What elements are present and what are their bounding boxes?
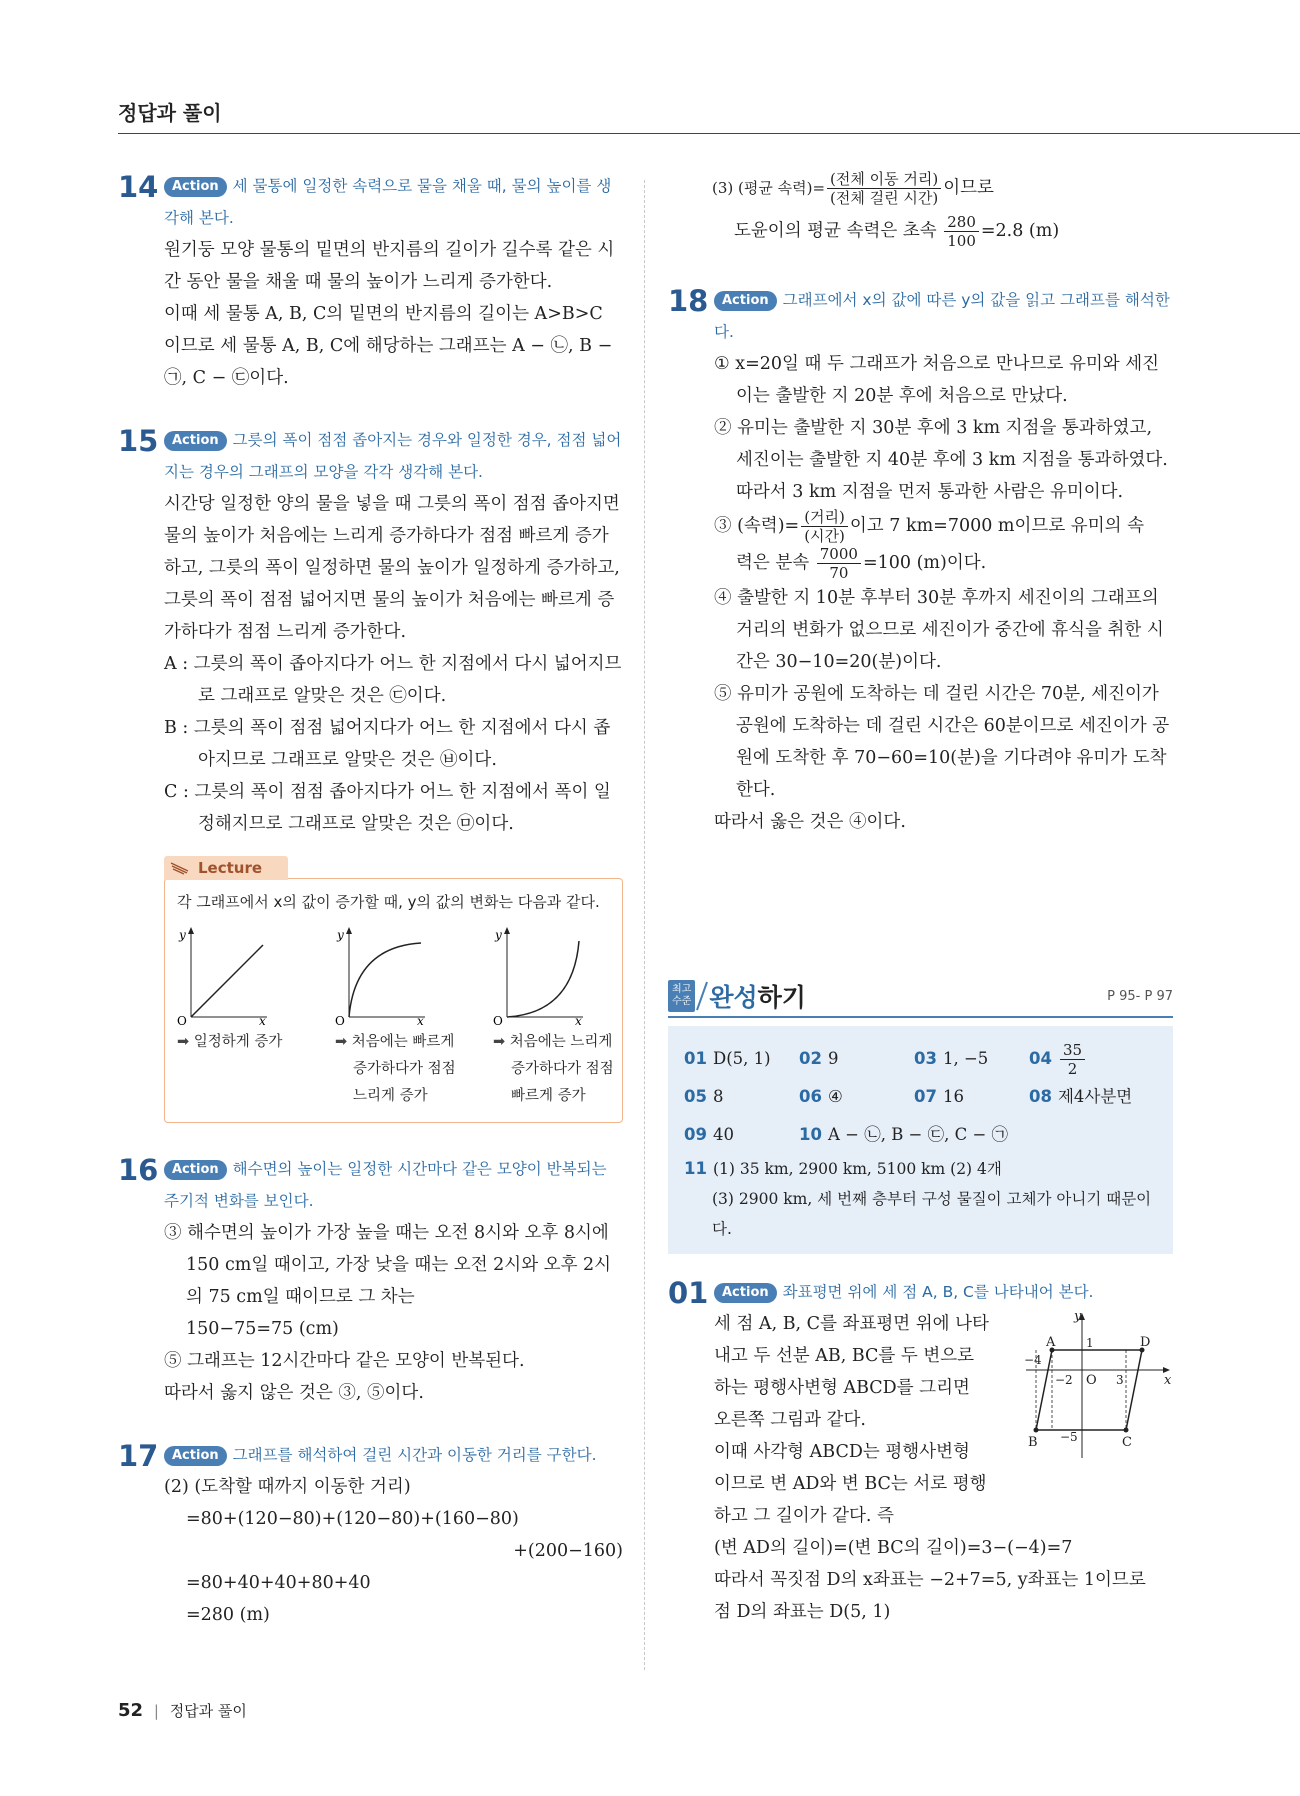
- pencil-icon: [170, 861, 192, 875]
- problem-number: 16: [118, 1153, 159, 1187]
- graph-concave-up: [493, 925, 631, 1110]
- point-d-label: D: [1140, 1335, 1151, 1350]
- tick-minus-5: −5: [1060, 1430, 1078, 1444]
- solution-item-b: B : 그릇의 폭이 점점 넓어지다가 어느 한 지점에서 다시 좁아지므로 그래프로 알맞은 것은 ㉥이다.: [164, 718, 611, 770]
- solution-text: 도윤이의 평균 속력은 초속 $\frac{280}{100}$ =2.8 (m): [734, 213, 1060, 250]
- solution-text: +(200−160): [513, 1541, 623, 1561]
- axis-x-label: x: [259, 1014, 266, 1025]
- action-text: 해수면의 높이는 일정한 시간마다 같은 모양이 반복되는 주기적 변화를 보인다.: [164, 1160, 607, 1210]
- lecture-text: 각 그래프에서 x의 값이 증가할 때, y의 값의 변화는 다음과 같다.: [177, 893, 600, 911]
- action-text: 그래프를 해석하여 걸린 시간과 이동한 거리를 구한다.: [232, 1446, 597, 1464]
- fraction: $\frac{\text{(전체 이동 거리)}}{\text{(전체 걸린 시간)}}$: [827, 170, 941, 207]
- answer-box: [668, 1026, 1173, 1254]
- action-badge: Action: [164, 431, 227, 451]
- level-title: 완성하기: [709, 983, 806, 1012]
- action-hint: [714, 284, 1173, 348]
- solution-text: 하고 그 길이가 같다. 즉: [714, 1506, 894, 1526]
- solution-text: 이때 사각형 ABCD는 평행사변형: [714, 1442, 970, 1462]
- origin-label: O: [335, 1014, 345, 1025]
- solution-text: 오른쪽 그림과 같다.: [714, 1410, 866, 1430]
- solution-text: 이때 세 물통 A, B, C의 밑면의 반지름의 길이는 A>B>C 이므로 세 물통 A, B, C에 해당하는 그래프는 A − ㉡, B − ㉠, C − ㉢이다.: [164, 304, 613, 388]
- answer-row: 05 8 06 ④ 07 16 08 제4사분면: [684, 1087, 1133, 1106]
- graph-linear: [177, 925, 315, 1110]
- solution-item-a: A : 그릇의 폭이 좁아지다가 어느 한 지점에서 다시 넓어지므로 그래프로 알맞은 것은 ㉢이다.: [164, 654, 622, 706]
- tick-3: 3: [1116, 1373, 1124, 1387]
- solution-text: 세 점 A, B, C를 좌표평면 위에 나타: [714, 1314, 989, 1334]
- linear-graph: [177, 925, 315, 1025]
- fraction: $\frac{35}{2}$: [1060, 1041, 1085, 1078]
- caption: ➡ 처음에는 느리게 증가하다가 점점 빠르게 증가: [493, 1034, 614, 1104]
- page-footer: 52 | 정답과 풀이: [118, 1700, 247, 1721]
- lecture-label: Lecture: [198, 859, 263, 877]
- solution-text: =80+(120−80)+(120−80)+(160−80): [186, 1509, 519, 1529]
- left-column: [118, 170, 623, 1661]
- right-column: [668, 170, 1173, 1658]
- action-hint: [164, 424, 623, 488]
- slash-icon: [695, 980, 709, 1012]
- arrow-right-icon: ➡: [493, 1034, 506, 1050]
- solution-item: ① x=20일 때 두 그래프가 처음으로 만나므로 유미와 세진이는 출발한 지 20분 후에 처음으로 만났다.: [714, 354, 1160, 406]
- answer-11-3: (3) 2900 km, 세 번째 층부터 구성 물질이 고체가 아니기 때문이다.: [712, 1190, 1152, 1238]
- tick-minus-4: −4: [1024, 1353, 1042, 1367]
- solution-item: ⑤ 유미가 공원에 도착하는 데 걸린 시간은 70분, 세진이가 공원에 도착하는 데 걸린 시간은 60분이므로 세진이가 공원에 도착한 후 70−60=10(분)을 기다려야 유미가 도착한다.: [714, 684, 1170, 800]
- problem-18: [668, 284, 1173, 838]
- solution-item-c: C : 그릇의 폭이 점점 좁아지다가 어느 한 지점에서 폭이 일정해지므로 그래프로 알맞은 것은 ㉤이다.: [164, 782, 611, 834]
- solution-text: 시간당 일정한 양의 물을 넣을 때 그릇의 폭이 점점 좁아지면 물의 높이가 처음에는 느리게 증가하다가 점점 빠르게 증가하고, 그릇의 폭이 일정하면 물의 높이가 일정하게 증가하고, 그릇의 폭이 점점 넓어지면 물의 높이가 처음에는 빠르게 증가하다가 점점 느리게 증가한다.: [164, 494, 620, 642]
- tick-1: 1: [1086, 1336, 1094, 1350]
- point-a-label: A: [1046, 1335, 1056, 1350]
- graph-concave-down: [335, 925, 473, 1110]
- problem-number: 17: [118, 1439, 159, 1473]
- solution-item: ④ 출발한 지 10분 후부터 30분 후까지 세진이의 그래프의 거리의 변화가 없으므로 세진이가 중간에 휴식을 취한 시간은 30−10=20(분)이다.: [714, 588, 1164, 672]
- solution-with-figure: [714, 1308, 1173, 1532]
- solution-text: 하는 평행사변형 ABCD를 그리면: [714, 1378, 970, 1398]
- axis-y-label: y: [1074, 1310, 1082, 1324]
- point-c-label: C: [1122, 1435, 1132, 1450]
- level-section: [668, 978, 1173, 1254]
- axis-y-label: y: [179, 928, 186, 942]
- action-text: 그릇의 폭이 점점 좁아지는 경우와 일정한 경우, 점점 넓어지는 경우의 그래프의 모양을 각각 생각해 본다.: [164, 431, 622, 481]
- answer-row: 01 D(5, 1) 02 9 03 1, −5 04 $\frac{35}{2}$: [684, 1040, 1157, 1078]
- solution-item: ② 유미는 출발한 지 30분 후에 3 km 지점을 통과하였고, 세진이는 출발한 지 40분 후에 3 km 지점을 통과하였다. 따라서 3 km 지점을 먼저 통과한 사람은 유미이다.: [714, 418, 1168, 502]
- action-badge: Action: [714, 1283, 777, 1303]
- action-hint: [164, 1439, 623, 1471]
- problem-number: 01: [668, 1276, 709, 1310]
- parallelogram-figure: [1024, 1310, 1174, 1460]
- fraction: $\frac{\text{(거리)}}{\text{(시간)}}$: [801, 508, 848, 545]
- problem-17: [118, 1439, 623, 1631]
- solution-item: ③ (속력)= $\frac{\text{(거리)}}{\text{(시간)}}$ 이고 7 km=7000 m이므로 유미의 속: [714, 508, 1144, 545]
- problem-16: [118, 1153, 623, 1409]
- axis-x-label: x: [1164, 1373, 1172, 1388]
- arrow-right-icon: ➡: [335, 1034, 348, 1050]
- answer-row: 11 (1) 35 km, 2900 km, 5100 km (2) 4개: [684, 1159, 1002, 1178]
- problem-15: [118, 424, 623, 1123]
- solution-text: 따라서 꼭짓점 D의 x좌표는 −2+7=5, y좌표는 1이므로: [714, 1570, 1146, 1590]
- page-number: 52: [118, 1700, 144, 1721]
- tick-minus-2: −2: [1055, 1373, 1073, 1387]
- solution-text: =280 (m): [186, 1605, 270, 1625]
- solution-text: (변 AD의 길이)=(변 BC의 길이)=3−(−4)=7: [714, 1538, 1073, 1558]
- problem-14: [118, 170, 623, 394]
- problem-17-continued: [668, 170, 1173, 250]
- solution-text: (2) (도착할 때까지 이동한 거리): [164, 1477, 411, 1497]
- solution-text: 내고 두 선분 AB, BC를 두 변으로: [714, 1346, 975, 1366]
- lecture-graphs: [177, 925, 612, 1110]
- action-text: 좌표평면 위에 세 점 A, B, C를 나타내어 본다.: [782, 1283, 1094, 1301]
- lecture-section: [164, 856, 623, 1123]
- axis-y-label: y: [495, 928, 502, 942]
- origin-label: O: [1086, 1373, 1097, 1388]
- column-divider: [644, 180, 645, 1670]
- action-badge: Action: [164, 177, 227, 197]
- problem-01: [668, 1276, 1173, 1628]
- header-rule: [118, 133, 1300, 134]
- solution-text: ⑤ 그래프는 12시간마다 같은 모양이 반복된다.: [164, 1351, 525, 1371]
- action-hint: [164, 170, 623, 234]
- page-header-title: 정답과 풀이: [118, 101, 222, 125]
- lecture-box: [164, 878, 623, 1123]
- fraction: $\frac{280}{100}$: [944, 213, 979, 250]
- point-b-label: B: [1028, 1435, 1038, 1450]
- action-badge: Action: [164, 1160, 227, 1180]
- level-badge: 최고 수준: [668, 980, 695, 1012]
- fraction: $\frac{7000}{70}$: [817, 545, 861, 582]
- lecture-tab: [164, 856, 288, 880]
- axis-x-label: x: [575, 1014, 582, 1025]
- axis-x-label: x: [417, 1014, 424, 1025]
- origin-label: O: [177, 1014, 187, 1025]
- solution-text: 점 D의 좌표는 D(5, 1): [714, 1602, 891, 1622]
- solution-text: 따라서 옳은 것은 ④이다.: [714, 812, 906, 832]
- solution-text: 따라서 옳지 않은 것은 ③, ⑤이다.: [164, 1383, 424, 1403]
- caption: ➡ 일정하게 증가: [177, 1034, 283, 1050]
- page-range: P 95- P 97: [1107, 988, 1173, 1004]
- solution-text: 150−75=75 (cm): [186, 1319, 339, 1339]
- solution-text: 이므로 변 AD와 변 BC는 서로 평행: [714, 1474, 987, 1494]
- problem-number: 18: [668, 284, 709, 318]
- axis-y-label: y: [337, 928, 344, 942]
- problem-number: 15: [118, 424, 159, 458]
- concave-down-graph: [335, 925, 473, 1025]
- action-hint: [164, 1153, 623, 1217]
- solution-text: ③ 해수면의 높이가 가장 높을 때는 오전 8시와 오후 8시에 150 cm일 때이고, 가장 낮을 때는 오전 2시와 오후 2시의 75 cm일 때이므로 그 차는: [164, 1223, 612, 1307]
- footer-label: 정답과 풀이: [169, 1702, 247, 1720]
- action-hint: [714, 1276, 1173, 1308]
- answer-row: 09 40 10 A − ㉡, B − ㉢, C − ㉠: [684, 1125, 1009, 1144]
- origin-label: O: [493, 1014, 503, 1025]
- solution-text: =80+40+40+80+40: [186, 1573, 371, 1593]
- solution-item: 력은 분속 $\frac{7000}{70}$ =100 (m)이다.: [736, 545, 987, 582]
- arrow-right-icon: ➡: [177, 1034, 190, 1050]
- action-text: 그래프에서 x의 값에 따른 y의 값을 읽고 그래프를 해석한다.: [714, 291, 1170, 341]
- action-badge: Action: [164, 1446, 227, 1466]
- solution-text: 원기둥 모양 물통의 밑면의 반지름의 길이가 길수록 같은 시간 동안 물을 채울 때 물의 높이가 느리게 증가한다.: [164, 240, 615, 292]
- solution-text: (3) (평균 속력)= $\frac{\text{(전체 이동 거리)}}{\text{(전체 걸린 시간)}}$ 이므로: [712, 170, 994, 207]
- action-badge: Action: [714, 291, 777, 311]
- action-text: 세 물통에 일정한 속력으로 물을 채울 때, 물의 높이를 생각해 본다.: [164, 177, 612, 227]
- level-header: [668, 978, 1173, 1018]
- concave-up-graph: [493, 925, 631, 1025]
- problem-number: 14: [118, 170, 159, 204]
- caption: ➡ 처음에는 빠르게 증가하다가 점점 느리게 증가: [335, 1034, 456, 1104]
